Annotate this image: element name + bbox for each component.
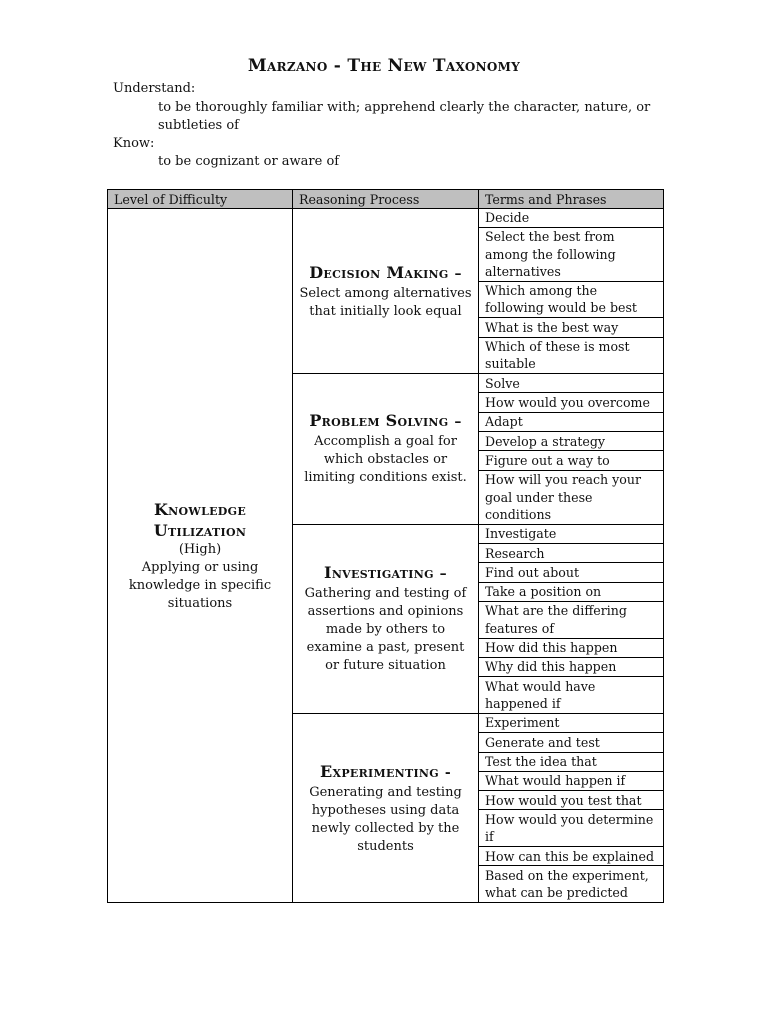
phrase-cell: Which of these is most suitable (479, 337, 664, 374)
phrase-cell: Experiment (479, 713, 664, 732)
process-dash: - (444, 764, 451, 781)
level-cell (108, 209, 293, 903)
phrase-cell: What would happen if (479, 771, 664, 790)
header-reasoning: Reasoning Process (293, 190, 479, 209)
phrase-cell: Take a position on (479, 582, 664, 601)
process-cell (293, 713, 479, 902)
definition-meaning-know: to be cognizant or aware of (158, 154, 340, 169)
process-description: Generating and testing hypotheses using data newly collected by the students (309, 784, 462, 854)
process-name (299, 262, 472, 285)
phrase-cell: Based on the experiment, what can be predicted (479, 866, 664, 903)
phrase-cell: How would you determine if (479, 810, 664, 847)
process-dash: – (439, 566, 447, 583)
table-header-row (108, 190, 664, 209)
level-name: Knowledge Utilization (153, 499, 247, 540)
process-cell (293, 209, 479, 374)
process-cell (293, 524, 479, 713)
phrase-cell: How did this happen (479, 638, 664, 657)
definition-meaning-understand: to be thoroughly familiar with; apprehend clearly the character, nature, or subtleties of (158, 100, 651, 133)
process-title: Decision Making (309, 262, 449, 282)
phrase-cell: Research (479, 544, 664, 563)
process-cell (293, 374, 479, 525)
header-phrases: Terms and Phrases (479, 190, 664, 209)
process-name (299, 562, 472, 585)
phrase-cell: Why did this happen (479, 657, 664, 676)
level-rank: (High) (178, 541, 222, 557)
process-dash: – (454, 414, 462, 431)
process-title: Problem Solving (309, 411, 449, 431)
phrase-cell: What is the best way (479, 318, 664, 337)
level-description: Applying or using knowledge in specific situations (128, 559, 272, 611)
definition-term-understand: Understand: (113, 81, 196, 96)
phrase-cell: Test the idea that (479, 752, 664, 771)
taxonomy-table (107, 189, 664, 903)
phrase-cell: Generate and test (479, 733, 664, 752)
phrase-cell: What would have happened if (479, 677, 664, 714)
process-description: Select among alternatives that initially look equal (299, 285, 472, 319)
page-title: Marzano - The New Taxonomy (247, 56, 521, 76)
phrase-cell: Figure out a way to (479, 451, 664, 470)
process-name (299, 761, 472, 784)
phrase-cell: Select the best from among the following alternatives (479, 228, 664, 281)
phrase-cell: Adapt (479, 412, 664, 431)
phrase-cell: How can this be explained (479, 847, 664, 866)
phrase-cell: What are the differing features of (479, 601, 664, 638)
phrase-cell: How would you test that (479, 791, 664, 810)
process-title: Experimenting (320, 761, 439, 781)
process-description: Gathering and testing of assertions and opinions made by others to examine a past, present or future situation (304, 586, 467, 674)
table-row (108, 209, 664, 228)
phrase-cell: Develop a strategy (479, 432, 664, 451)
process-description: Accomplish a goal for which obstacles or limiting conditions exist. (304, 434, 467, 486)
phrase-cell: Solve (479, 374, 664, 393)
phrase-cell: How will you reach your goal under these conditions (479, 470, 664, 524)
definition-term-know: Know: (113, 136, 155, 151)
phrase-cell: Find out about (479, 563, 664, 582)
process-dash: – (454, 265, 462, 282)
process-title: Investigating (324, 563, 434, 583)
table-body (108, 209, 664, 903)
phrase-cell: How would you overcome (479, 393, 664, 412)
process-name (299, 410, 472, 433)
header-level: Level of Difficulty (108, 190, 293, 209)
phrase-cell: Which among the following would be best (479, 281, 664, 318)
phrase-cell: Investigate (479, 524, 664, 543)
phrase-cell: Decide (479, 209, 664, 228)
